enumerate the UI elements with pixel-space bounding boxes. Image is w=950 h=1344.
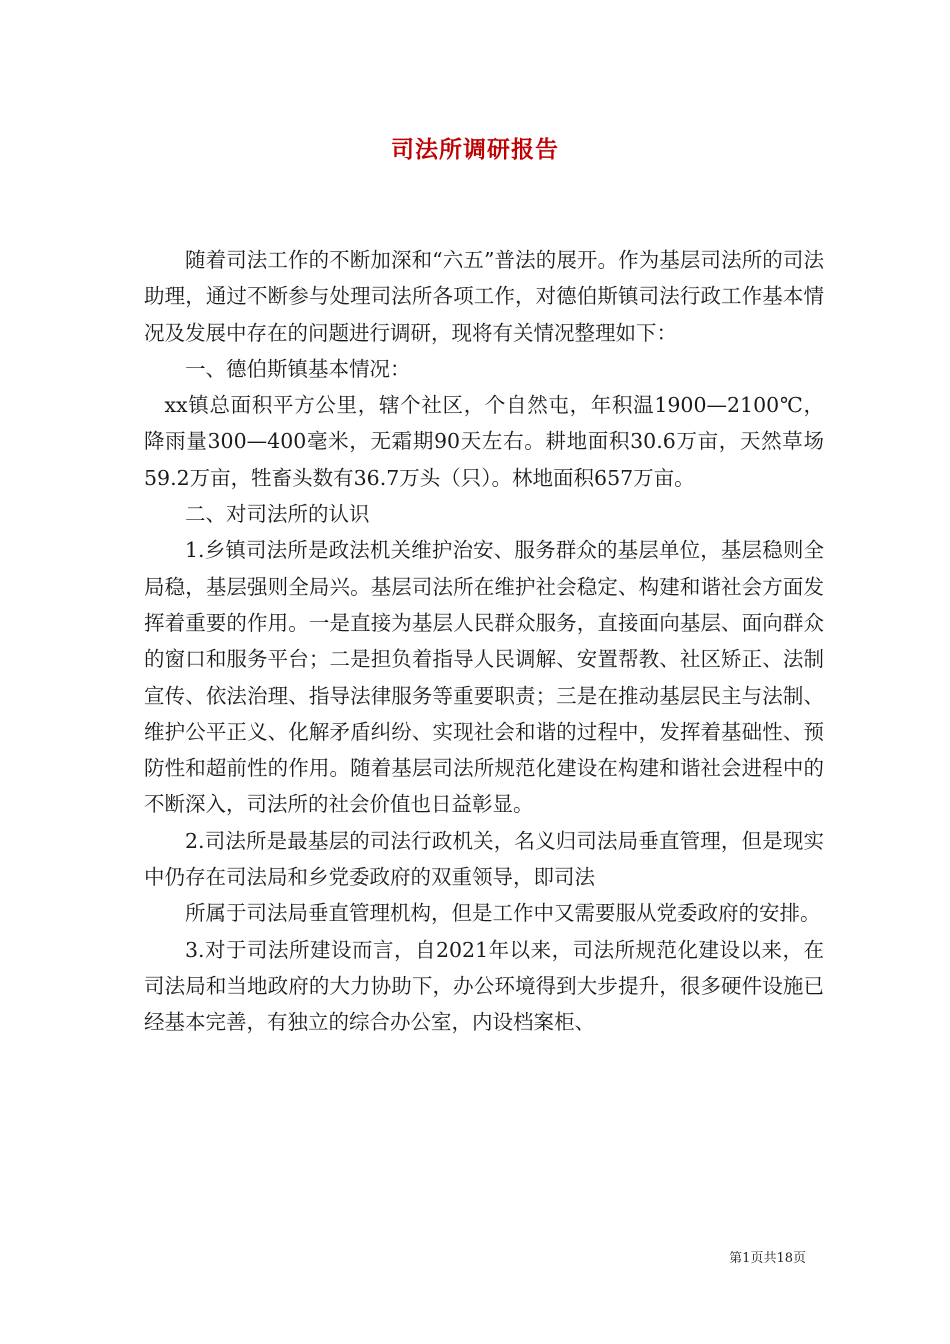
- section-heading-1: 一、德伯斯镇基本情况：: [185, 356, 411, 381]
- paragraph-point-1: 1.乡镇司法所是政法机关维护治安、服务群众的基层单位，基层稳则全局稳，基层强则全局兴。基层司法所在维护社会稳定、构建和谐社会方面发挥着重要的作用。一是直接为基层人民群众服务，直接面向基层、面向群众的窗口和服务平台；二是担负着指导人民调解、安置帮教、社区矫正、法制宣传、依法治理、指导法律服务等重要职责；三是在推动基层民主与法制、维护公平正义、化解矛盾纠纷、实现社会和谐的过程中，发挥着基础性、预防性和超前性的作用。随着基层司法所规范化建设在构建和谐社会进程中的不断深入，司法所的社会价值也日益彰显。: [144, 538, 824, 817]
- paragraph-intro: 随着司法工作的不断加深和“六五”普法的展开。作为基层司法所的司法助理，通过不断参与处理司法所各项工作，对德伯斯镇司法行政工作基本情况及发展中存在的问题进行调研，现将有关情况整理如下：: [144, 248, 824, 345]
- paragraph-point-2: 2.司法所是最基层的司法行政机关，名义归司法局垂直管理，但是现实中仍存在司法局和乡党委政府的双重领导，即司法: [144, 828, 824, 890]
- document-body: [144, 242, 824, 1041]
- paragraph-point-3: 3.对于司法所建设而言，自2021年以来，司法所规范化建设以来，在司法局和当地政府的大力协助下，办公环境得到大步提升，很多硬件设施已经基本完善，有独立的综合办公室，内设档案柜、: [144, 937, 824, 1035]
- section-heading-2: 二、对司法所的认识: [185, 502, 370, 527]
- paragraph-basic-info: xx镇总面积平方公里，辖个社区，个自然屯，年积温1900—2100℃，降雨量300—400毫米，无霜期90天左右。耕地面积30.6万亩，天然草场59.2万亩，牲畜头数有36.7万头（只）。林地面积657万亩。: [144, 393, 824, 490]
- paragraph-point-2-continued: 所属于司法局垂直管理机构，但是工作中又需要服从党委政府的安排。: [185, 901, 821, 926]
- page-number: 第1页共18页: [729, 1251, 806, 1266]
- document-title: 司法所调研报告: [391, 136, 559, 163]
